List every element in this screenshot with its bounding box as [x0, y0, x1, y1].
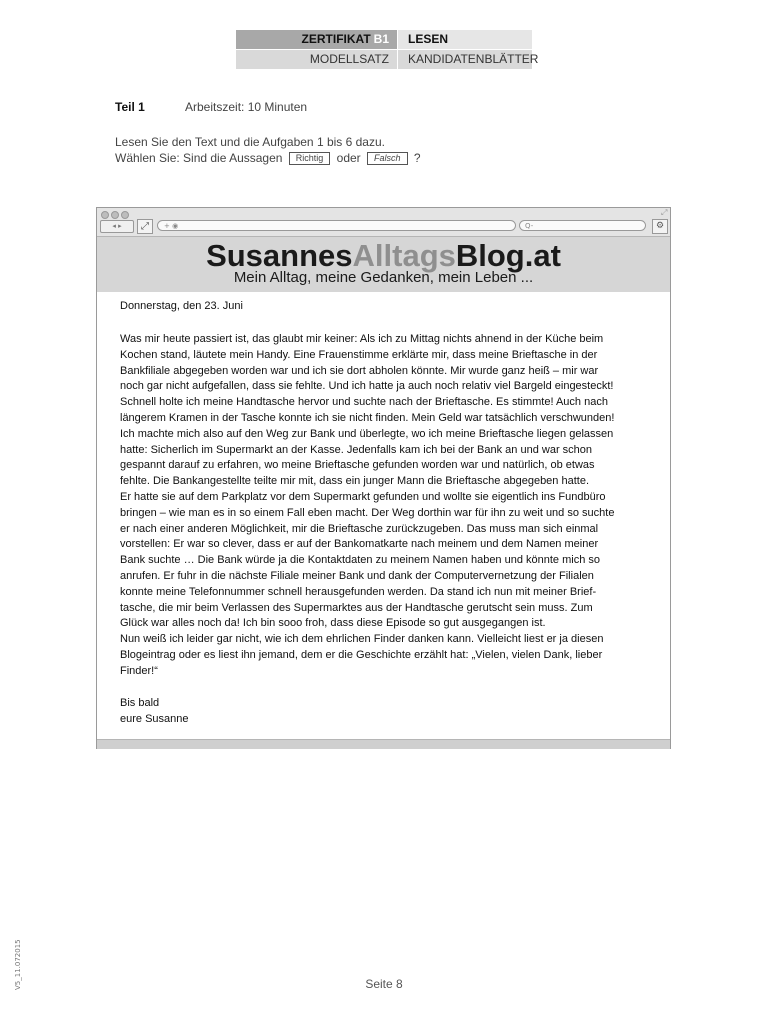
post-line: Bankfiliale abgegeben worden war und ich sie dort abholen könnte. Mir wurde ganz heiß – mir war [120, 364, 599, 377]
maximize-dot-icon[interactable] [121, 211, 129, 219]
url-bar[interactable]: + ◉ [157, 220, 516, 231]
post-date: Donnerstag, den 23. Juni [120, 300, 243, 312]
question-mark: ? [413, 151, 421, 165]
post-line: Ich machte mich also auf den Weg zur Bank und überlegte, wo ich meine Brieftasche liegen gelassen [120, 427, 614, 440]
fullscreen-icon[interactable]: ⤢ [137, 219, 153, 234]
post-line: Er hatte sie auf dem Parkplatz vor dem Supermarkt gefunden und wollte sie eigentlich ins Fundbüro [120, 490, 606, 503]
blog-title-part2: Alltags [352, 238, 456, 273]
close-dot-icon[interactable] [101, 211, 109, 219]
part-title: Teil 1 [115, 100, 145, 114]
header-modellsatz: MODELLSATZ [236, 50, 397, 69]
header-kandidatenblaetter: KANDIDATENBLÄTTER [398, 50, 532, 69]
header-lesen: LESEN [398, 30, 532, 49]
back-forward-buttons[interactable]: ◂ ▸ [100, 220, 134, 233]
instruction-2-text: Wählen Sie: Sind die Aussagen [115, 151, 283, 165]
post-line: fehlte. Die Bankangestellte teilte mir mit, dass ein junger Mann die Brieftasche abgegeben hatte. [120, 475, 589, 488]
version-code: V5_11.072015 [14, 939, 22, 990]
blog-title-part3: Blog.at [455, 238, 561, 273]
post-line: Blogeintrag oder es liest ihn jemand, dem er die Geschichte erzählt hat: „Vielen, vielen Dank, lieber [120, 648, 603, 661]
post-line: Nun weiß ich leider gar nicht, wie ich dem ehrlichen Finder danken kann. Vielleicht liest er ja diesen [120, 633, 604, 646]
post-line: längerem Kramen in der Tasche konnte ich sie nicht finden. Mein Geld war tatsächlich verschwunden! [120, 411, 615, 424]
post-line: bringen – wie man es in so einem Fall eben macht. Der Weg dorthin war für ihn zu weit und so suchte [120, 506, 615, 519]
post-line: Kochen stand, läutete mein Handy. Eine Frauenstimme erklärte mir, dass meine Brieftasche in der [120, 348, 598, 361]
post-line: anrufen. Er fuhr in die nächste Filiale meiner Bank und dank der Computervernetzung der Filialen [120, 569, 594, 582]
closing-line-2: eure Susanne [120, 712, 189, 725]
richtig-box: Richtig [289, 152, 331, 165]
post-line: Schnell holte ich meine Handtasche hervor und suchte nach der Brieftasche. Es stimmte! Auch nach [120, 396, 608, 409]
blog-title-part1: Susannes [206, 238, 353, 273]
minimize-dot-icon[interactable] [111, 211, 119, 219]
working-time: Arbeitszeit: 10 Minuten [185, 100, 308, 114]
post-line: Bank suchte … Die Bank würde ja die Kontaktdaten zu meinem Namen haben und könnte mich so [120, 554, 600, 567]
page-number: Seite 8 [365, 977, 403, 991]
search-bar[interactable]: Q- [519, 220, 646, 231]
post-line: noch gar nicht aufgefallen, dass sie fehlte. Und ich hatte ja auch noch relativ viel Bargeld eingesteckt! [120, 380, 614, 393]
falsch-box: Falsch [367, 152, 408, 165]
oder-text: oder [336, 151, 361, 165]
post-line: konnte meine Telefonnummer schnell herausgefunden werden. Da stand ich nun mit meiner Brief- [120, 585, 597, 598]
post-line: tasche, die mir beim Verlassen des Supermarktes aus der Handtasche gerutscht sein muss. Zum [120, 601, 593, 614]
post-body [120, 332, 648, 680]
post-line: Was mir heute passiert ist, das glaubt mir keiner: Als ich zu Mittag nichts ahnend in der Küche beim [120, 333, 604, 345]
post-line: Finder!“ [120, 664, 158, 677]
post-closing [120, 696, 189, 728]
header-zertifikat [236, 30, 397, 49]
gear-icon[interactable]: ⚙ [652, 219, 668, 234]
post-line: gespannt darauf zu erfahren, wo meine Brieftasche gefunden worden war und natürlich, ob etwas [120, 459, 595, 472]
post-line: vorstellen: Er war so clever, dass er auf der Bankomatkarte nach meinem und dem Namen meiner [120, 538, 599, 551]
blog-subtitle: Mein Alltag, meine Gedanken, mein Leben ... [233, 269, 534, 286]
browser-statusbar [97, 739, 670, 749]
level-label: B1 [373, 32, 389, 46]
post-line: Glück war alles noch da! Ich bin sooo froh, dass diese Episode so gut ausgegangen ist. [120, 617, 546, 630]
instruction-1: Lesen Sie den Text und die Aufgaben 1 bis 6 dazu. [115, 135, 385, 149]
post-line: hatte: Sicherlich im Supermarkt an der Kasse. Jedenfalls kam ich bei der Bank an und war schon [120, 443, 593, 456]
zertifikat-label: ZERTIFIKAT [301, 32, 371, 46]
resize-icon[interactable]: ⤢ [661, 208, 668, 217]
closing-line-1: Bis bald [120, 697, 160, 709]
instruction-2 [115, 151, 421, 165]
post-line: er nach einer anderen Möglichkeit, mir die Brieftasche zurückzugeben. Das muss man sich einmal [120, 522, 599, 535]
